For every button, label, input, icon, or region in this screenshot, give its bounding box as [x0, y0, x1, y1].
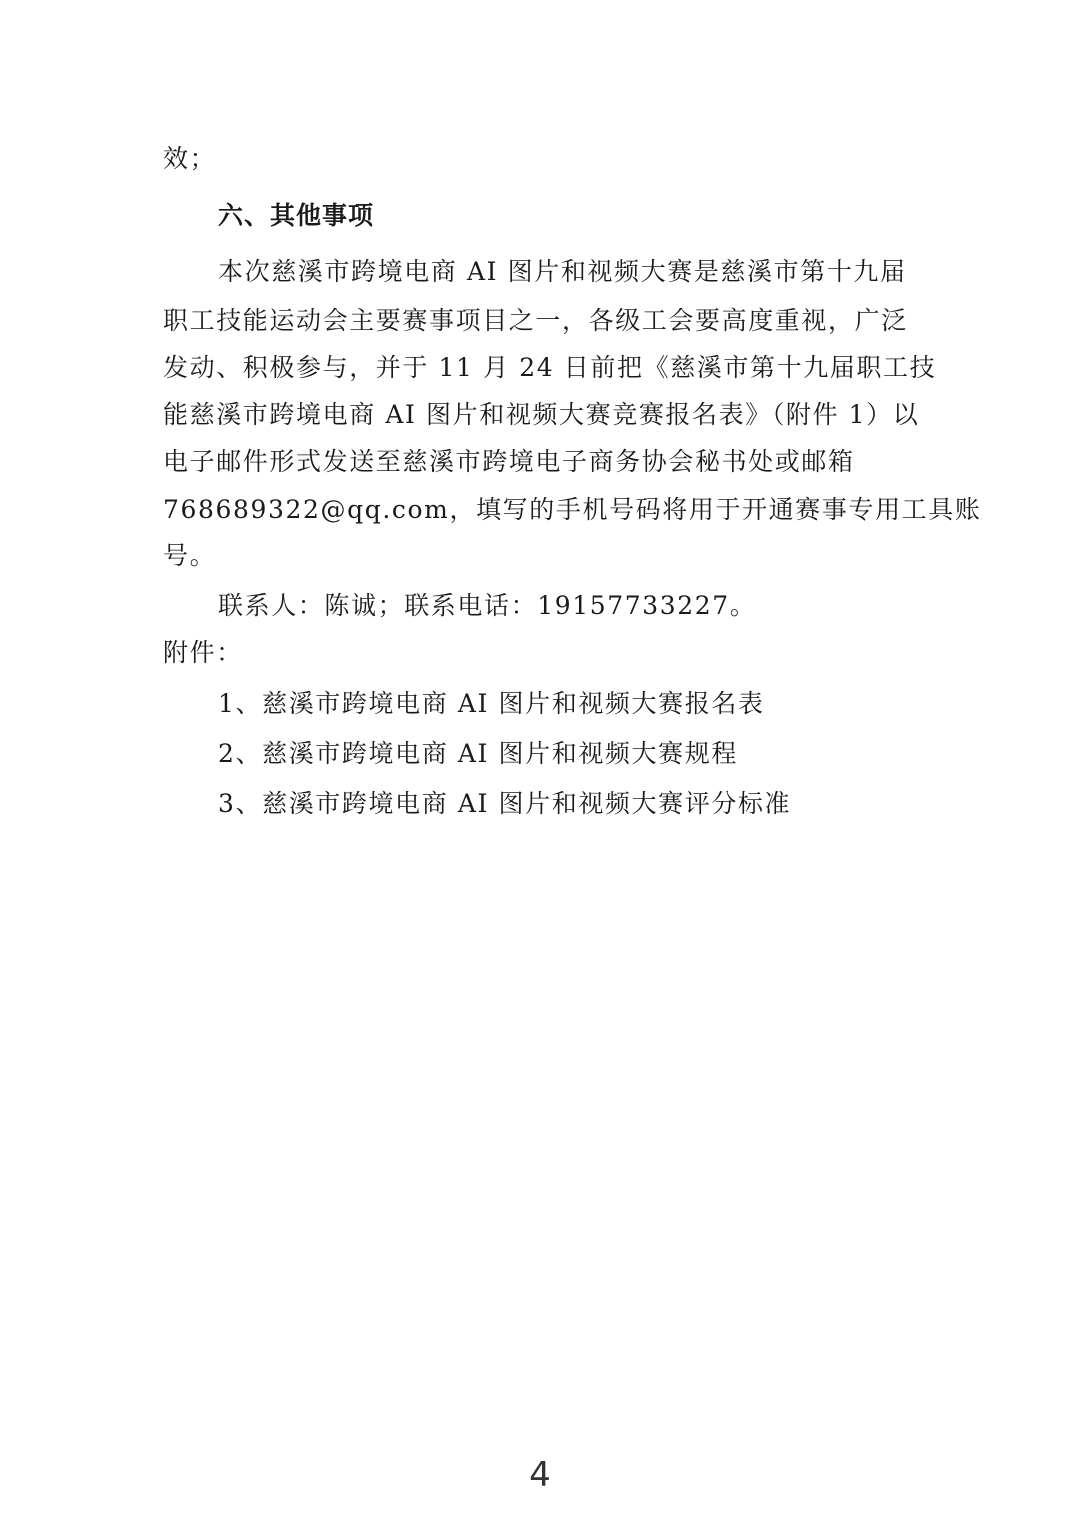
attachment-item: 3、慈溪市跨境电商 AI 图片和视频大赛评分标准: [218, 789, 792, 818]
paragraph-line: 号。: [163, 541, 217, 570]
paragraph-line: 768689322@qq.com，填写的手机号码将用于开通赛事专用工具账: [163, 495, 982, 524]
paragraph-line: 电子邮件形式发送至慈溪市跨境电子商务协会秘书处或邮箱: [163, 447, 855, 476]
attachments-label: 附件：: [163, 638, 243, 667]
paragraph-line: 能慈溪市跨境电商 AI 图片和视频大赛竞赛报名表》（附件 1）以: [163, 400, 920, 429]
paragraph-line: 发动、积极参与，并于 11 月 24 日前把《慈溪市第十九届职工技: [163, 353, 937, 382]
attachment-item: 2、慈溪市跨境电商 AI 图片和视频大赛规程: [218, 739, 738, 768]
attachment-item: 1、慈溪市跨境电商 AI 图片和视频大赛报名表: [218, 689, 765, 718]
paragraph-line: 职工技能运动会主要赛事项目之一，各级工会要高度重视，广泛: [163, 306, 908, 335]
section-heading: 六、其他事项: [218, 201, 375, 230]
paragraph-line: 本次慈溪市跨境电商 AI 图片和视频大赛是慈溪市第十九届: [218, 257, 907, 286]
continuation-text: 效；: [163, 144, 217, 173]
contact-info: 联系人：陈诚；联系电话：19157733227。: [218, 591, 757, 620]
page-number: 4: [529, 1455, 551, 1495]
